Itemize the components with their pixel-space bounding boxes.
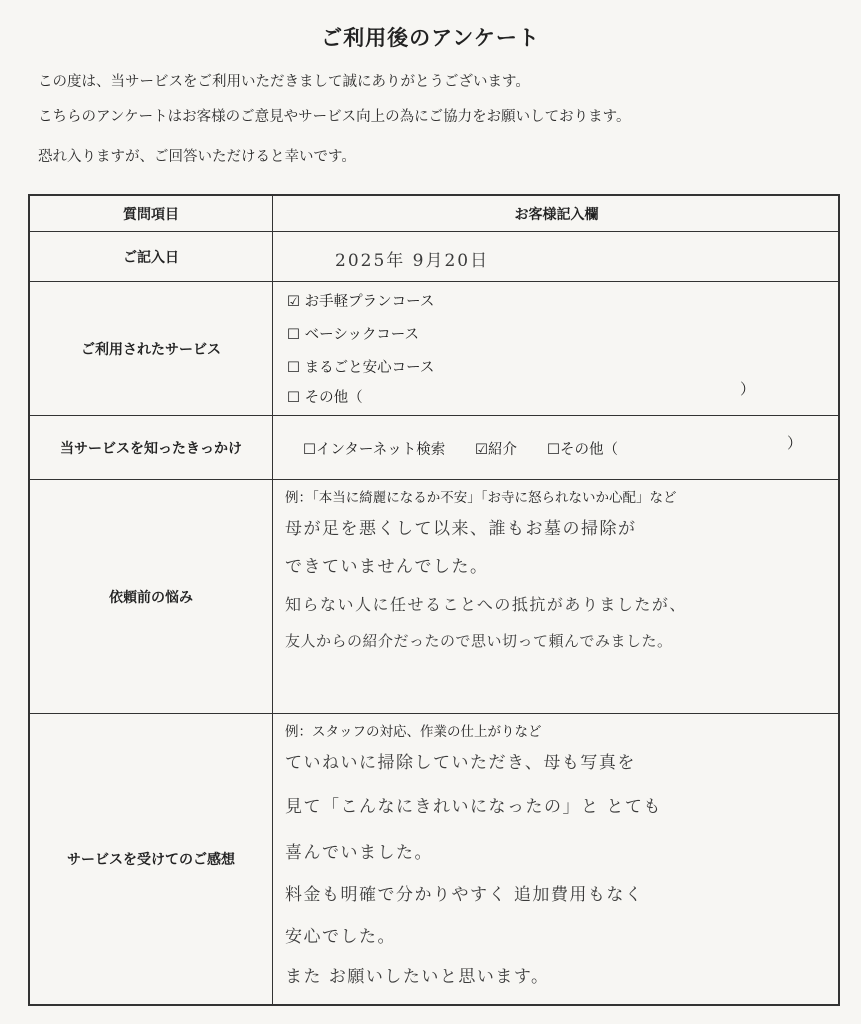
checkbox-icon[interactable]: ☐	[287, 327, 300, 343]
services-row	[30, 282, 838, 416]
intro-line-1: この度は、当サービスをご利用いただきまして誠にありがとうございます。	[38, 74, 530, 90]
intro-line-2: こちらのアンケートはお客様のご意見やサービス向上の為にご協力をお願いしております。	[38, 109, 631, 125]
impressions-row	[30, 714, 838, 1004]
worries-row	[30, 480, 838, 714]
checkbox-icon[interactable]: ☐	[287, 390, 300, 406]
service-option-full-care[interactable]: ☐ まるごと安心コース	[287, 360, 435, 376]
checkbox-checked-icon[interactable]: ☑	[287, 294, 300, 310]
page-title: ご利用後のアンケート	[321, 26, 540, 50]
impressions-line-2: 見て「こんなにきれいになったの」と とても	[285, 797, 662, 817]
worries-line-2: できていませんでした。	[285, 557, 489, 577]
service-option-easy-plan[interactable]: ☑ お手軽プランコース	[287, 294, 435, 310]
worries-example: 例：「本当に綺麗になるか不安」「お寺に怒られないか心配」など	[285, 490, 677, 506]
date-label: ご記入日	[30, 232, 273, 281]
column-header-answer: お客様記入欄	[514, 206, 599, 223]
source-row	[30, 416, 838, 480]
impressions-label: サービスを受けてのご感想	[30, 714, 273, 1004]
date-row	[30, 232, 838, 282]
survey-table	[28, 194, 840, 1006]
source-option-referral[interactable]: ☑紹介	[475, 442, 517, 458]
checkbox-icon[interactable]: ☐	[547, 442, 560, 458]
checkbox-icon[interactable]: ☐	[287, 360, 300, 376]
source-option-internet[interactable]: ☐インターネット検索	[303, 442, 446, 458]
source-option-other[interactable]: ☐その他（	[547, 442, 618, 458]
impressions-line-6: また お願いしたいと思います。	[285, 967, 550, 987]
impressions-line-3: 喜んでいました。	[285, 843, 433, 863]
service-option-basic[interactable]: ☐ ベーシックコース	[287, 327, 420, 343]
column-header-question: 質問項目	[30, 196, 273, 231]
worries-line-3: 知らない人に任せることへの抵抗がありましたが、	[285, 595, 687, 614]
source-label: 当サービスを知ったきっかけ	[30, 416, 273, 479]
impressions-line-5: 安心でした。	[285, 927, 396, 947]
table-header-row	[30, 196, 838, 232]
impressions-example: 例：スタッフの対応、作業の仕上がりなど	[285, 724, 542, 740]
worries-label: 依頼前の悩み	[30, 480, 273, 713]
worries-line-4: 友人からの紹介だったので思い切って頼んでみました。	[285, 632, 673, 650]
services-label: ご利用されたサービス	[30, 282, 273, 415]
checkbox-icon[interactable]: ☐	[303, 442, 316, 458]
impressions-line-1: ていねいに掃除していただき、母も写真を	[285, 753, 636, 773]
service-other-close-paren: ）	[740, 380, 756, 398]
impressions-line-4: 料金も明確で分かりやすく 追加費用もなく	[285, 885, 644, 905]
date-value[interactable]: 2025年 9月20日	[335, 251, 490, 271]
impressions-answer[interactable]	[275, 714, 838, 1004]
worries-line-1: 母が足を悪くして以来、誰もお墓の掃除が	[285, 519, 637, 539]
intro-line-3: 恐れ入りますが、ご回答いただけると幸いです。	[38, 149, 356, 165]
service-option-other[interactable]: ☐ その他（	[287, 390, 363, 406]
source-other-close-paren: ）	[787, 434, 803, 452]
worries-answer[interactable]	[275, 480, 838, 713]
checkbox-checked-icon[interactable]: ☑	[475, 442, 488, 458]
